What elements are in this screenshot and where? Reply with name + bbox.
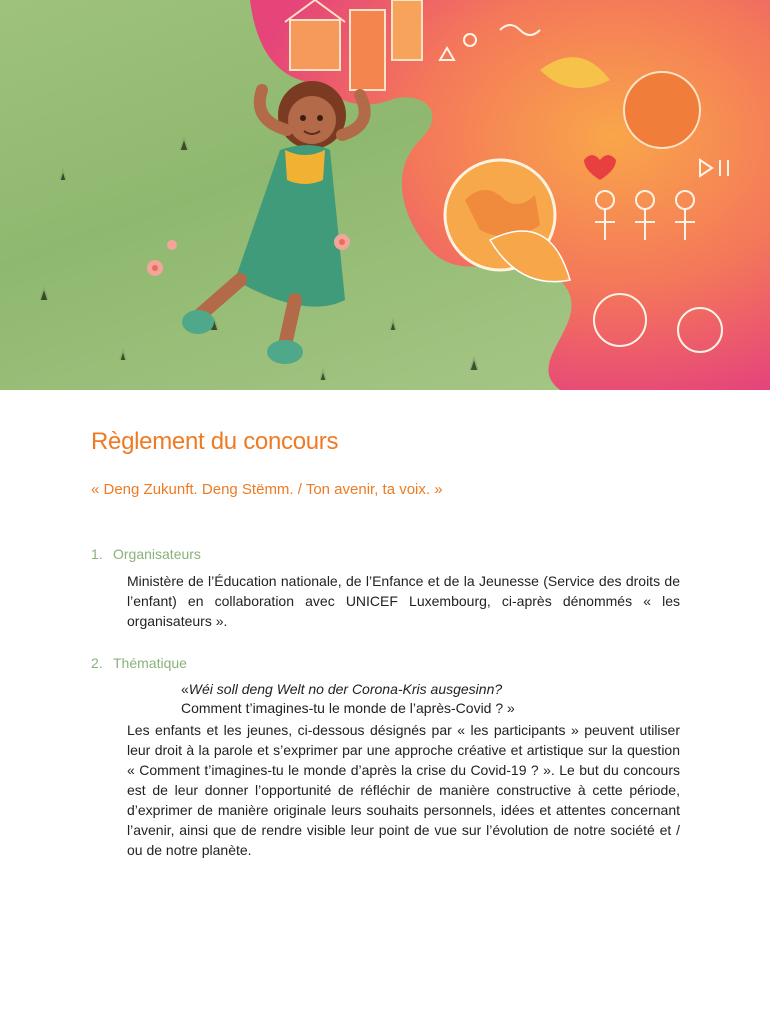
section-title: Organisateurs bbox=[113, 546, 201, 562]
section-title: Thématique bbox=[113, 655, 187, 671]
fruit-drawing bbox=[624, 72, 700, 148]
organisateurs-paragraph: Ministère de l’Éducation nationale, de l’Enfance et de la Jeunesse (Service des droits de l’enfant) en collaboration avec UNICEF Luxembourg, ci-après dénommés « les organisateurs ». bbox=[127, 573, 680, 629]
girl-figure bbox=[182, 81, 365, 364]
section-heading-organisateurs bbox=[91, 546, 201, 562]
section-number: 1. bbox=[91, 546, 103, 562]
section-heading-thematique bbox=[91, 655, 187, 671]
thematique-paragraph: Les enfants et les jeunes, ci-dessous désignés par « les participants » peuvent utiliser leur droit à la parole et s’exprimer par une approche créative et artistique sur la question « Comment t’imagines-tu le monde d’après la crise du Covid-19 ? ». Le but du concours est de leur donner l’opportunité de réfléchir de manière constructive à cette période, d’exprimer de manière originale leurs souhaits personnels, idées et attentes concernant l’avenir, ainsi que de rendre visible leur point de vue sur l’évolution de notre société et / ou de notre planète. bbox=[127, 722, 680, 858]
quote-french: Comment t’imagines-tu le monde de l’après-Covid ? » bbox=[181, 700, 515, 716]
section-number: 2. bbox=[91, 655, 103, 671]
illustration-svg bbox=[0, 0, 770, 390]
quote-luxembourgish: Wéi soll deng Welt no der Corona-Kris ausgesinn? bbox=[188, 681, 503, 697]
quote-open-mark: « bbox=[181, 681, 189, 697]
theme-question-quote bbox=[181, 680, 515, 718]
page-title: Règlement du concours bbox=[91, 428, 339, 455]
contest-subtitle: « Deng Zukunft. Deng Stëmm. / Ton avenir, ta voix. » bbox=[91, 481, 443, 498]
hero-illustration bbox=[0, 0, 770, 390]
